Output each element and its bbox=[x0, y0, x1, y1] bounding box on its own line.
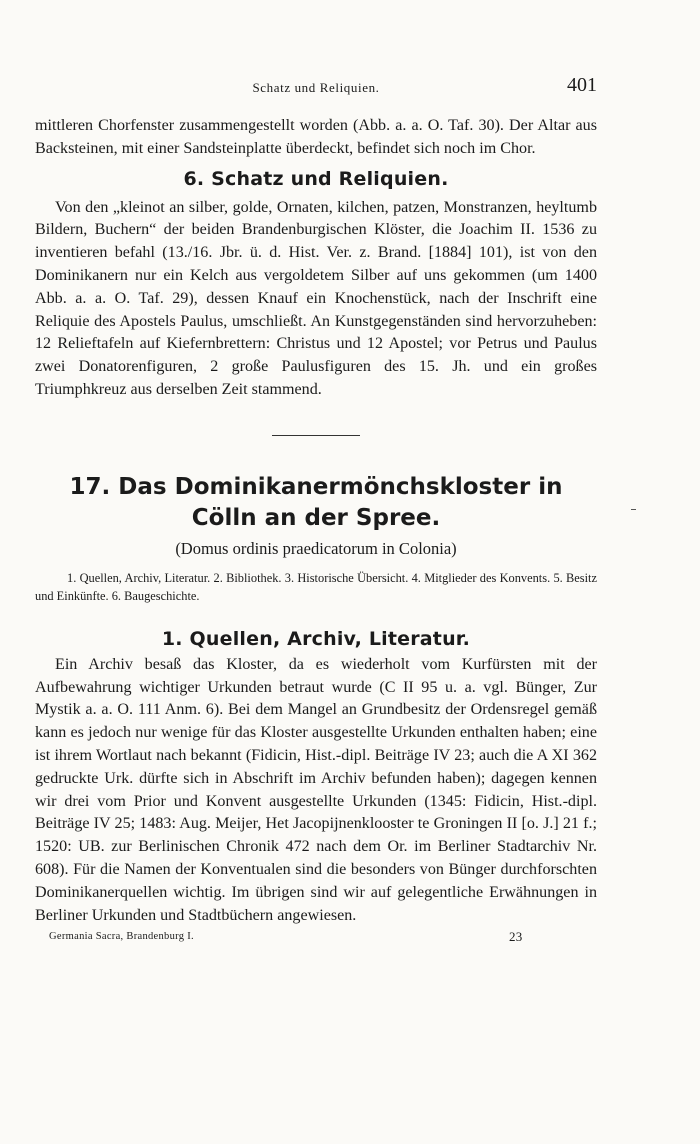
page-number: 401 bbox=[567, 74, 597, 96]
book-page bbox=[35, 74, 597, 949]
margin-mark bbox=[631, 509, 636, 510]
section-6-paragraph: Von den „kleinot an silber, golde, Ornaten, kilchen, patzen, Monstranzen, heyltumb Bildern, Buchern“ der beiden Brandenburgischen Klöster, die Joachim II. 1536 zu inventieren befahl (13./16. Jbr. ü. d. Hist. Ver. z. Brand. [1884] 101), ist von den Dominikanern nur ein Kelch aus vergoldetem Silber auf uns gekommen (um 1400 Abb. a. a. O. Taf. 29), dessen Knauf ein Knochenstück, nach der Inschrift eine Reliquie des Apostels Paulus, umschließt. An Kunstgegenständen sind hervorzuheben: 12 Relieftafeln auf Kiefernbrettern: Christus und 12 Apostel; vor Petrus und Paulus zwei Donatorenfiguren, 2 große Paulusfiguren des 15. Jh. und ein großes Triumphkreuz aus derselben Zeit stammend. bbox=[35, 198, 597, 398]
divider-rule bbox=[272, 435, 360, 436]
chapter-17-contents: 1. Quellen, Archiv, Literatur. 2. Bibliothek. 3. Historische Übersicht. 4. Mitglieder des Konvents. 5. Besitz und Einkünfte. 6. Baugeschichte. bbox=[35, 570, 597, 603]
chapter-17-heading: 17. Das Dominikanermönchskloster in Cölln an der Spree. bbox=[69, 473, 563, 531]
section-1-heading: 1. Quellen, Archiv, Literatur. bbox=[161, 627, 471, 650]
section-1-paragraph: Ein Archiv besaß das Kloster, da es wiederholt vom Kurfürsten mit der Aufbewahrung wichtiger Urkunden betraut wurde (C II 95 u. a. vgl. Bünger, Zur Mystik a. a. O. 111 Anm. 6). Bei dem Mangel an Grundbesitz der Ordensregel gemäß kann es jedoch nur wenige für das Kloster ausgestellte Urkunden enthalten haben; eine ist ihrem Wortlaut nach bekannt (Fidicin, Hist.-dipl. Beiträge IV 23; auch die A XI 362 gedruckte Urk. dürfte sich in Abschrift im Archiv befunden haben); dagegen kennen wir drei vom Prior und Konvent ausgestellte Urkunden (1345: Fidicin, Hist.-dipl. Beiträge IV 25; 1483: Aug. Meijer, Het Jacopijnenklooster te Groningen II [o. J.] 21 f.; 1520: UB. zur Berlinischen Chronik 472 nach dem Or. im Berliner Stadtarchiv Nr. 608). Für die Namen der Konventualen sind die besonders von Bünger durchforschten Dominikanerquellen wichtig. Im übrigen sind wir auf gelegentliche Erwähnungen in Berliner Urkunden und Stadtbüchern angewiesen. bbox=[35, 655, 597, 924]
footer-signature: Germania Sacra, Brandenburg I. bbox=[49, 931, 194, 943]
running-head bbox=[35, 74, 597, 100]
chapter-17-subtitle: (Domus ordinis praedicatorum in Colonia) bbox=[175, 538, 457, 558]
section-6-heading: 6. Schatz und Reliquien. bbox=[183, 167, 449, 190]
intro-paragraph: mittleren Chorfenster zusammengestellt worden (Abb. a. a. O. Taf. 30). Der Altar aus Backsteinen, mit einer Sandsteinplatte überdeckt, befindet sich noch im Chor. bbox=[35, 117, 597, 157]
page-footer bbox=[35, 931, 597, 949]
running-title: Schatz und Reliquien. bbox=[252, 80, 380, 95]
footer-sheet-number: 23 bbox=[509, 929, 523, 945]
